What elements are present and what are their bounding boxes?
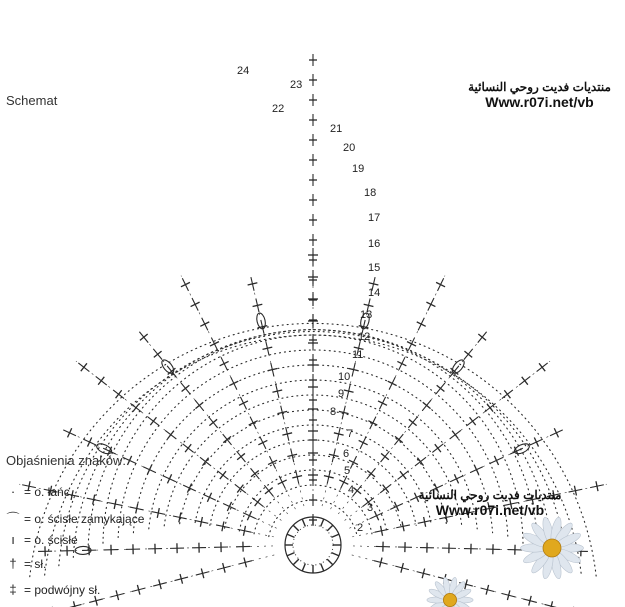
stitch-post <box>550 430 563 436</box>
watermark-bottom-url: Www.r07i.net/vb <box>435 502 545 518</box>
stitch-post <box>436 383 445 394</box>
stitch-post <box>418 318 424 331</box>
stitch-post <box>113 390 124 399</box>
center-stitch <box>293 525 299 531</box>
stitch-post <box>252 498 263 507</box>
watermark-top-url: Www.r07i.net/vb <box>485 94 594 110</box>
stitch-post <box>398 471 409 480</box>
round-number: 12 <box>358 331 371 343</box>
stitch-post <box>260 436 266 449</box>
legend-item: ı = o. ścisłe <box>6 532 78 552</box>
stitch-post <box>399 357 405 370</box>
stitch-post <box>350 456 356 469</box>
stitch-post <box>217 471 228 480</box>
stitch-post <box>203 494 216 500</box>
stitch-post <box>78 363 89 372</box>
stitch-post <box>408 338 414 351</box>
center-stitch <box>302 519 305 526</box>
stitch-post <box>223 504 236 510</box>
stitch-post <box>379 397 385 410</box>
legend-item: · = o. łańc. <box>6 484 73 504</box>
stitch-post <box>415 457 426 466</box>
stitch-post <box>148 417 159 426</box>
stitch-post <box>182 278 188 291</box>
stitch-post <box>380 484 391 493</box>
stitch-post <box>96 376 107 385</box>
center-stitch <box>287 553 294 556</box>
stitch-post <box>502 390 513 399</box>
stitch-post <box>530 439 543 445</box>
center-stitch <box>331 553 338 556</box>
round-number: 8 <box>330 406 337 418</box>
round-number: 20 <box>343 142 356 154</box>
center-stitch <box>321 563 324 570</box>
stitch-post <box>183 444 194 453</box>
center-stitch <box>293 559 299 565</box>
legend-item: ‡ = podwójny sł. <box>6 582 100 602</box>
stitch-post <box>139 332 148 343</box>
single-crochet-icon: ı <box>11 532 15 547</box>
double-crochet-icon: † <box>9 556 17 571</box>
watermark-bottom-arabic: منتديات فديت روحي النسائية <box>418 488 562 502</box>
stitch-post <box>484 403 495 412</box>
stitch-post <box>165 430 176 439</box>
stitch-post <box>264 485 273 496</box>
round-number: 7 <box>347 428 354 440</box>
round-number: 14 <box>368 287 381 299</box>
round-number: 19 <box>352 163 365 175</box>
legend-item: ⌒ = o. ścisłe zamykające <box>6 508 144 528</box>
center-stitch <box>327 559 333 565</box>
round-number: 6 <box>343 448 350 460</box>
stitch-post <box>192 298 198 311</box>
round-number: 17 <box>368 212 381 224</box>
round-number: 21 <box>330 123 343 135</box>
stitch-post <box>269 456 275 469</box>
stitch-post <box>209 417 218 428</box>
round-number: 15 <box>368 262 381 274</box>
stitch-post <box>200 457 211 466</box>
stitch-post <box>428 298 434 311</box>
round-number: 23 <box>290 79 303 91</box>
stitch-post <box>181 383 190 394</box>
stitch-post <box>390 504 403 510</box>
stitch-post <box>341 476 347 489</box>
daisy-flower-small-center <box>443 593 456 606</box>
dot-chain-icon: · <box>10 484 16 499</box>
watermark-top-arabic: منتديات فديت روحي النسائية <box>468 80 611 94</box>
chart-title: Schemat <box>6 93 58 108</box>
stitch-post <box>202 318 208 331</box>
stitch-post <box>519 376 530 385</box>
round-number: 24 <box>237 65 250 77</box>
stitch-post <box>467 417 478 426</box>
stitch-post <box>163 476 176 482</box>
stitch-post <box>490 458 503 464</box>
stitch-post <box>143 467 156 473</box>
round-number: 2 <box>357 522 364 534</box>
stitch-post <box>394 434 403 445</box>
center-ring-inner <box>293 525 333 565</box>
center-stitch <box>321 519 324 526</box>
stitch-post <box>450 476 463 482</box>
stitch-post <box>438 278 444 291</box>
stitch-post <box>195 400 204 411</box>
closing-slip-stitch-icon: ⌒ <box>6 511 20 526</box>
center-stitch <box>327 525 333 531</box>
stitch-post <box>450 366 459 377</box>
stitch-post <box>389 377 395 390</box>
stitch-post <box>243 513 256 519</box>
round-number: 5 <box>344 465 351 477</box>
watermark-bottom <box>410 488 570 518</box>
legend-heading: Objaśnienia znaków: <box>6 453 126 468</box>
stitch-post <box>279 476 285 489</box>
stitch-post <box>381 451 390 462</box>
round-number: 18 <box>364 187 377 199</box>
stitch-post <box>231 377 237 390</box>
stitch-post <box>450 430 461 439</box>
stitch-post <box>360 436 366 449</box>
stitch-post <box>237 451 246 462</box>
stitch-post <box>83 439 96 445</box>
stitch-post <box>464 349 473 360</box>
round-number: 10 <box>338 371 351 383</box>
stitch-post <box>211 338 217 351</box>
round-number: 9 <box>338 388 345 400</box>
stitch-post <box>221 357 227 370</box>
round-number: 13 <box>360 309 373 321</box>
stitch-post <box>130 403 141 412</box>
stitch-post <box>153 349 162 360</box>
daisy-flower-center <box>543 539 561 557</box>
watermark-top <box>462 80 617 110</box>
center-stitch <box>287 534 294 537</box>
stitch-post <box>470 467 483 473</box>
fan-rib <box>76 361 281 520</box>
stitch-post <box>478 332 487 343</box>
stitch-post <box>537 363 548 372</box>
treble-crochet-icon: ‡ <box>9 582 17 597</box>
legend-item: † = sł. <box>6 556 46 576</box>
stitch-post <box>432 444 443 453</box>
stitch-post <box>408 417 417 428</box>
round-number: 4 <box>348 484 355 496</box>
stitch-post <box>63 430 76 436</box>
stitch-post <box>240 397 246 410</box>
round-number: 16 <box>368 238 381 250</box>
stitch-post <box>422 400 431 411</box>
stitch-post <box>367 468 376 479</box>
center-stitch <box>302 563 305 570</box>
round-number: 3 <box>367 502 374 514</box>
round-number: 22 <box>272 103 285 115</box>
round-number: 11 <box>352 349 364 361</box>
center-stitch <box>331 534 338 537</box>
stitch-post <box>223 434 232 445</box>
